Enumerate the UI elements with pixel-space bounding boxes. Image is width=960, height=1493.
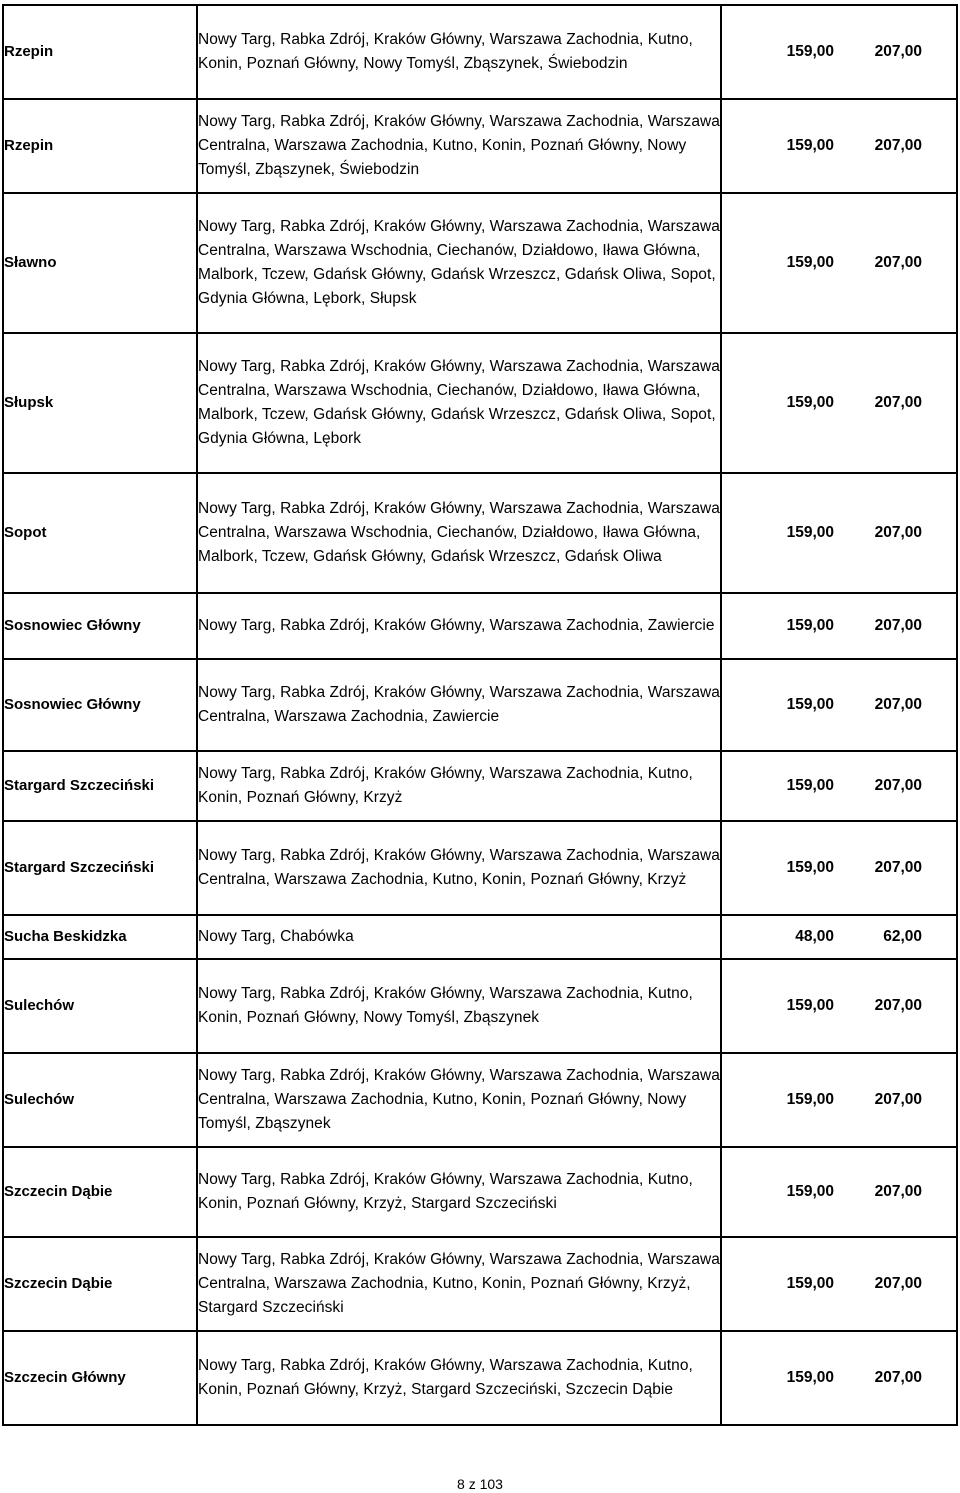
price-secondary: 207,00	[874, 1275, 922, 1292]
price-cell	[721, 593, 957, 659]
price-standard: 159,00	[786, 997, 834, 1014]
route-cell: Nowy Targ, Rabka Zdrój, Kraków Główny, Warszawa Zachodnia, Warszawa Centralna, Warszawa Zachodnia, Kutno, Konin, Poznań Główny, Krzyż	[197, 821, 721, 915]
route-cell: Nowy Targ, Rabka Zdrój, Kraków Główny, Warszawa Zachodnia, Kutno, Konin, Poznań Główny, Nowy Tomyśl, Zbąszynek, Świebodzin	[197, 5, 721, 99]
page-number: 8 z 103	[457, 1476, 503, 1492]
price-group	[722, 777, 956, 795]
destination-cell: Sucha Beskidzka	[3, 915, 197, 959]
table-row	[3, 593, 957, 659]
route-cell: Nowy Targ, Rabka Zdrój, Kraków Główny, Warszawa Zachodnia, Kutno, Konin, Poznań Główny, Krzyż, Stargard Szczeciński	[197, 1147, 721, 1237]
fare-table-body	[3, 5, 957, 1425]
price-secondary: 207,00	[874, 997, 922, 1014]
price-cell	[721, 193, 957, 333]
table-row	[3, 5, 957, 99]
price-secondary: 207,00	[874, 617, 922, 634]
price-standard: 159,00	[786, 1369, 834, 1386]
table-row	[3, 193, 957, 333]
price-secondary: 207,00	[874, 859, 922, 876]
destination-cell: Szczecin Dąbie	[3, 1237, 197, 1331]
price-cell	[721, 1237, 957, 1331]
route-cell: Nowy Targ, Rabka Zdrój, Kraków Główny, Warszawa Zachodnia, Warszawa Centralna, Warszawa Wschodnia, Ciechanów, Działdowo, Iława Główna, Malbork, Tczew, Gdańsk Główny, Gdańsk Wrzeszcz, Gdańsk Oliwa, Sopot, Gdynia Główna, Lębork	[197, 333, 721, 473]
price-group	[722, 1275, 956, 1293]
route-cell: Nowy Targ, Rabka Zdrój, Kraków Główny, Warszawa Zachodnia, Kutno, Konin, Poznań Główny, Krzyż	[197, 751, 721, 821]
destination-cell: Sławno	[3, 193, 197, 333]
price-cell	[721, 473, 957, 593]
route-cell: Nowy Targ, Rabka Zdrój, Kraków Główny, Warszawa Zachodnia, Warszawa Centralna, Warszawa Zachodnia, Zawiercie	[197, 659, 721, 751]
price-cell	[721, 751, 957, 821]
route-cell: Nowy Targ, Rabka Zdrój, Kraków Główny, Warszawa Zachodnia, Warszawa Centralna, Warszawa Zachodnia, Kutno, Konin, Poznań Główny, Krzyż, Stargard Szczeciński	[197, 1237, 721, 1331]
price-standard: 48,00	[795, 928, 834, 945]
table-row	[3, 473, 957, 593]
table-row	[3, 1237, 957, 1331]
table-row	[3, 1053, 957, 1147]
price-standard: 159,00	[786, 859, 834, 876]
table-row	[3, 959, 957, 1053]
price-standard: 159,00	[786, 777, 834, 794]
table-row	[3, 99, 957, 193]
price-secondary: 207,00	[874, 1183, 922, 1200]
price-group	[722, 1091, 956, 1109]
table-row	[3, 751, 957, 821]
price-standard: 159,00	[786, 1183, 834, 1200]
price-secondary: 207,00	[874, 1369, 922, 1386]
price-cell	[721, 1147, 957, 1237]
table-row	[3, 333, 957, 473]
price-group	[722, 997, 956, 1015]
price-cell	[721, 99, 957, 193]
price-secondary: 207,00	[874, 43, 922, 60]
price-standard: 159,00	[786, 254, 834, 271]
price-standard: 159,00	[786, 696, 834, 713]
table-row	[3, 821, 957, 915]
price-standard: 159,00	[786, 394, 834, 411]
destination-cell: Stargard Szczeciński	[3, 821, 197, 915]
price-group	[722, 1369, 956, 1387]
route-cell: Nowy Targ, Rabka Zdrój, Kraków Główny, Warszawa Zachodnia, Warszawa Centralna, Warszawa Zachodnia, Kutno, Konin, Poznań Główny, Nowy Tomyśl, Zbąszynek	[197, 1053, 721, 1147]
price-cell	[721, 5, 957, 99]
price-standard: 159,00	[786, 617, 834, 634]
table-row	[3, 1147, 957, 1237]
destination-cell: Sopot	[3, 473, 197, 593]
price-secondary: 207,00	[874, 254, 922, 271]
destination-cell: Rzepin	[3, 5, 197, 99]
route-cell: Nowy Targ, Chabówka	[197, 915, 721, 959]
table-row	[3, 915, 957, 959]
destination-cell: Sosnowiec Główny	[3, 659, 197, 751]
price-group	[722, 254, 956, 272]
price-cell	[721, 1331, 957, 1425]
price-standard: 159,00	[786, 1275, 834, 1292]
price-cell	[721, 959, 957, 1053]
price-secondary: 207,00	[874, 394, 922, 411]
route-cell: Nowy Targ, Rabka Zdrój, Kraków Główny, Warszawa Zachodnia, Warszawa Centralna, Warszawa Wschodnia, Ciechanów, Działdowo, Iława Główna, Malbork, Tczew, Gdańsk Główny, Gdańsk Wrzeszcz, Gdańsk Oliwa, Sopot, Gdynia Główna, Lębork, Słupsk	[197, 193, 721, 333]
price-group	[722, 137, 956, 155]
route-cell: Nowy Targ, Rabka Zdrój, Kraków Główny, Warszawa Zachodnia, Kutno, Konin, Poznań Główny, Nowy Tomyśl, Zbąszynek	[197, 959, 721, 1053]
route-cell: Nowy Targ, Rabka Zdrój, Kraków Główny, Warszawa Zachodnia, Kutno, Konin, Poznań Główny, Krzyż, Stargard Szczeciński, Szczecin Dąbie	[197, 1331, 721, 1425]
destination-cell: Szczecin Dąbie	[3, 1147, 197, 1237]
price-group	[722, 928, 956, 946]
price-secondary: 207,00	[874, 1091, 922, 1108]
price-secondary: 207,00	[874, 696, 922, 713]
price-group	[722, 43, 956, 61]
price-standard: 159,00	[786, 1091, 834, 1108]
table-row	[3, 1331, 957, 1425]
price-cell	[721, 821, 957, 915]
price-group	[722, 524, 956, 542]
price-cell	[721, 1053, 957, 1147]
route-cell: Nowy Targ, Rabka Zdrój, Kraków Główny, Warszawa Zachodnia, Zawiercie	[197, 593, 721, 659]
price-group	[722, 617, 956, 635]
price-group	[722, 859, 956, 877]
destination-cell: Rzepin	[3, 99, 197, 193]
price-cell	[721, 659, 957, 751]
price-standard: 159,00	[786, 524, 834, 541]
destination-cell: Sosnowiec Główny	[3, 593, 197, 659]
route-cell: Nowy Targ, Rabka Zdrój, Kraków Główny, Warszawa Zachodnia, Warszawa Centralna, Warszawa Zachodnia, Kutno, Konin, Poznań Główny, Nowy Tomyśl, Zbąszynek, Świebodzin	[197, 99, 721, 193]
destination-cell: Szczecin Główny	[3, 1331, 197, 1425]
destination-cell: Sulechów	[3, 959, 197, 1053]
price-group	[722, 696, 956, 714]
table-row	[3, 659, 957, 751]
price-group	[722, 1183, 956, 1201]
destination-cell: Stargard Szczeciński	[3, 751, 197, 821]
fare-table	[2, 4, 958, 1426]
price-standard: 159,00	[786, 43, 834, 60]
price-secondary: 207,00	[874, 137, 922, 154]
price-standard: 159,00	[786, 137, 834, 154]
destination-cell: Sulechów	[3, 1053, 197, 1147]
price-secondary: 207,00	[874, 777, 922, 794]
route-cell: Nowy Targ, Rabka Zdrój, Kraków Główny, Warszawa Zachodnia, Warszawa Centralna, Warszawa Wschodnia, Ciechanów, Działdowo, Iława Główna, Malbork, Tczew, Gdańsk Główny, Gdańsk Wrzeszcz, Gdańsk Oliwa	[197, 473, 721, 593]
price-secondary: 62,00	[883, 928, 922, 945]
price-cell	[721, 915, 957, 959]
destination-cell: Słupsk	[3, 333, 197, 473]
price-group	[722, 394, 956, 412]
price-cell	[721, 333, 957, 473]
price-secondary: 207,00	[874, 524, 922, 541]
